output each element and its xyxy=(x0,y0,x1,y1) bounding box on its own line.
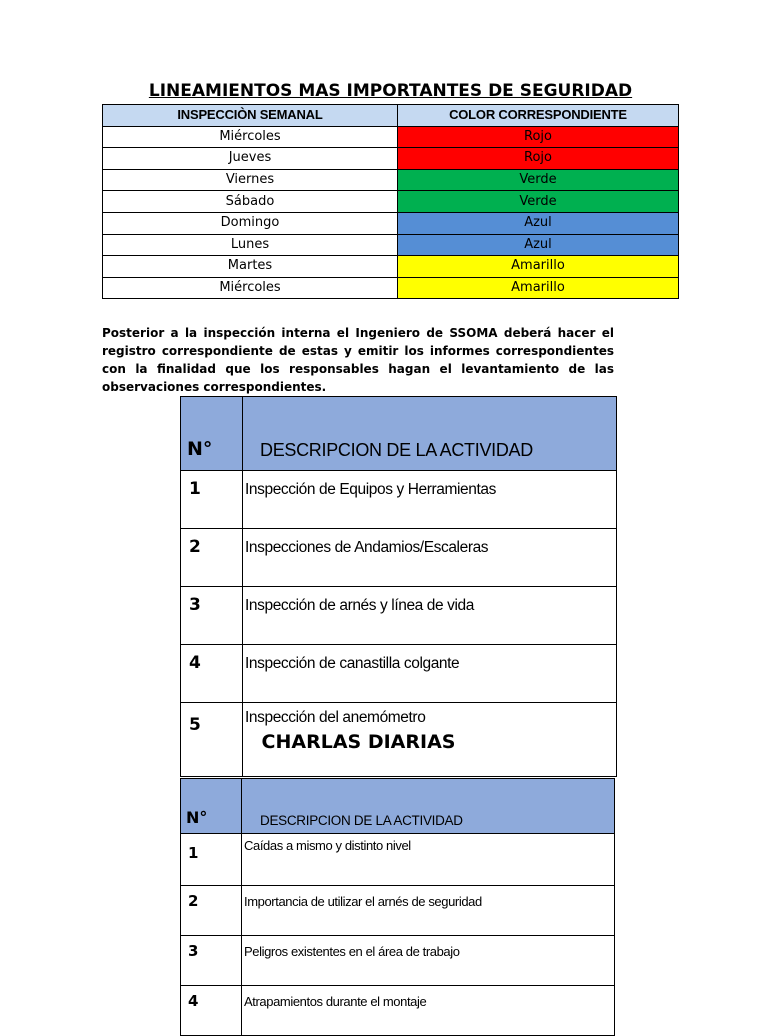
day-cell: Domingo xyxy=(103,212,398,234)
day-cell: Martes xyxy=(103,256,398,278)
table-row xyxy=(103,212,679,234)
color-cell: Rojo xyxy=(398,126,679,148)
row-description: Inspección del anemómetro xyxy=(243,703,617,777)
row-number: 4 xyxy=(181,645,243,703)
row-description: Caídas a mismo y distinto nivel xyxy=(242,834,615,886)
row-number: 2 xyxy=(181,529,243,587)
row-number: 1 xyxy=(181,834,242,886)
table-header-row xyxy=(181,779,615,834)
row-number: 1 xyxy=(181,471,243,529)
row-description: Inspección de canastilla colgante xyxy=(243,645,617,703)
table-row xyxy=(181,886,615,936)
header-color: COLOR CORRESPONDIENTE xyxy=(398,105,679,127)
row-description: Importancia de utilizar el arnés de seguridad xyxy=(242,886,615,936)
table-row xyxy=(181,986,615,1036)
header-inspection-weekly: INSPECCIÒN SEMANAL xyxy=(103,105,398,127)
row-number: 3 xyxy=(181,587,243,645)
header-number: N° xyxy=(181,779,242,834)
color-cell: Azul xyxy=(398,212,679,234)
day-cell: Sábado xyxy=(103,191,398,213)
row-number: 2 xyxy=(181,886,242,936)
table-row xyxy=(103,191,679,213)
row-description: Inspección de Equipos y Herramientas xyxy=(243,471,617,529)
table-row xyxy=(103,234,679,256)
body-paragraph: Posterior a la inspección interna el Ingeniero de SSOMA deberá hacer el registro correspondiente de estas y emitir los informes correspondientes con la finalidad que los responsables hagan el levantamiento de las observaciones correspondientes. xyxy=(102,326,614,394)
color-cell: Amarillo xyxy=(398,256,679,278)
row-description: Inspección de arnés y línea de vida xyxy=(243,587,617,645)
day-cell: Lunes xyxy=(103,234,398,256)
table-row xyxy=(181,529,617,587)
table-row xyxy=(181,645,617,703)
table-row xyxy=(103,169,679,191)
row-number: 5 xyxy=(181,703,243,777)
inspection-color-table xyxy=(102,104,679,299)
day-cell: Miércoles xyxy=(103,126,398,148)
color-cell: Azul xyxy=(398,234,679,256)
row-description: Atrapamientos durante el montaje xyxy=(242,986,615,1036)
table-row xyxy=(103,277,679,299)
table-row xyxy=(103,256,679,278)
header-description: DESCRIPCION DE LA ACTIVIDAD xyxy=(242,779,615,834)
table-row xyxy=(181,587,617,645)
day-cell: Miércoles xyxy=(103,277,398,299)
charlas-table xyxy=(180,778,615,1036)
table-header-row xyxy=(181,397,617,471)
row-number: 3 xyxy=(181,936,242,986)
page-title: LINEAMIENTOS MAS IMPORTANTES DE SEGURIDAD xyxy=(148,81,633,101)
row-description: Inspecciones de Andamios/Escaleras xyxy=(243,529,617,587)
table-row xyxy=(103,148,679,170)
color-cell: Verde xyxy=(398,169,679,191)
table-row xyxy=(181,471,617,529)
color-cell: Amarillo xyxy=(398,277,679,299)
table-row xyxy=(181,834,615,886)
table-header-row xyxy=(103,105,679,127)
section-title-charlas: CHARLAS DIARIAS xyxy=(261,731,456,753)
color-cell: Rojo xyxy=(398,148,679,170)
row-number: 4 xyxy=(181,986,242,1036)
header-number: N° xyxy=(181,397,243,471)
header-description: DESCRIPCION DE LA ACTIVIDAD xyxy=(243,397,617,471)
table-row xyxy=(103,126,679,148)
color-cell: Verde xyxy=(398,191,679,213)
activities-table xyxy=(180,396,617,777)
table-row xyxy=(181,936,615,986)
day-cell: Jueves xyxy=(103,148,398,170)
day-cell: Viernes xyxy=(103,169,398,191)
row-description: Peligros existentes en el área de trabajo xyxy=(242,936,615,986)
